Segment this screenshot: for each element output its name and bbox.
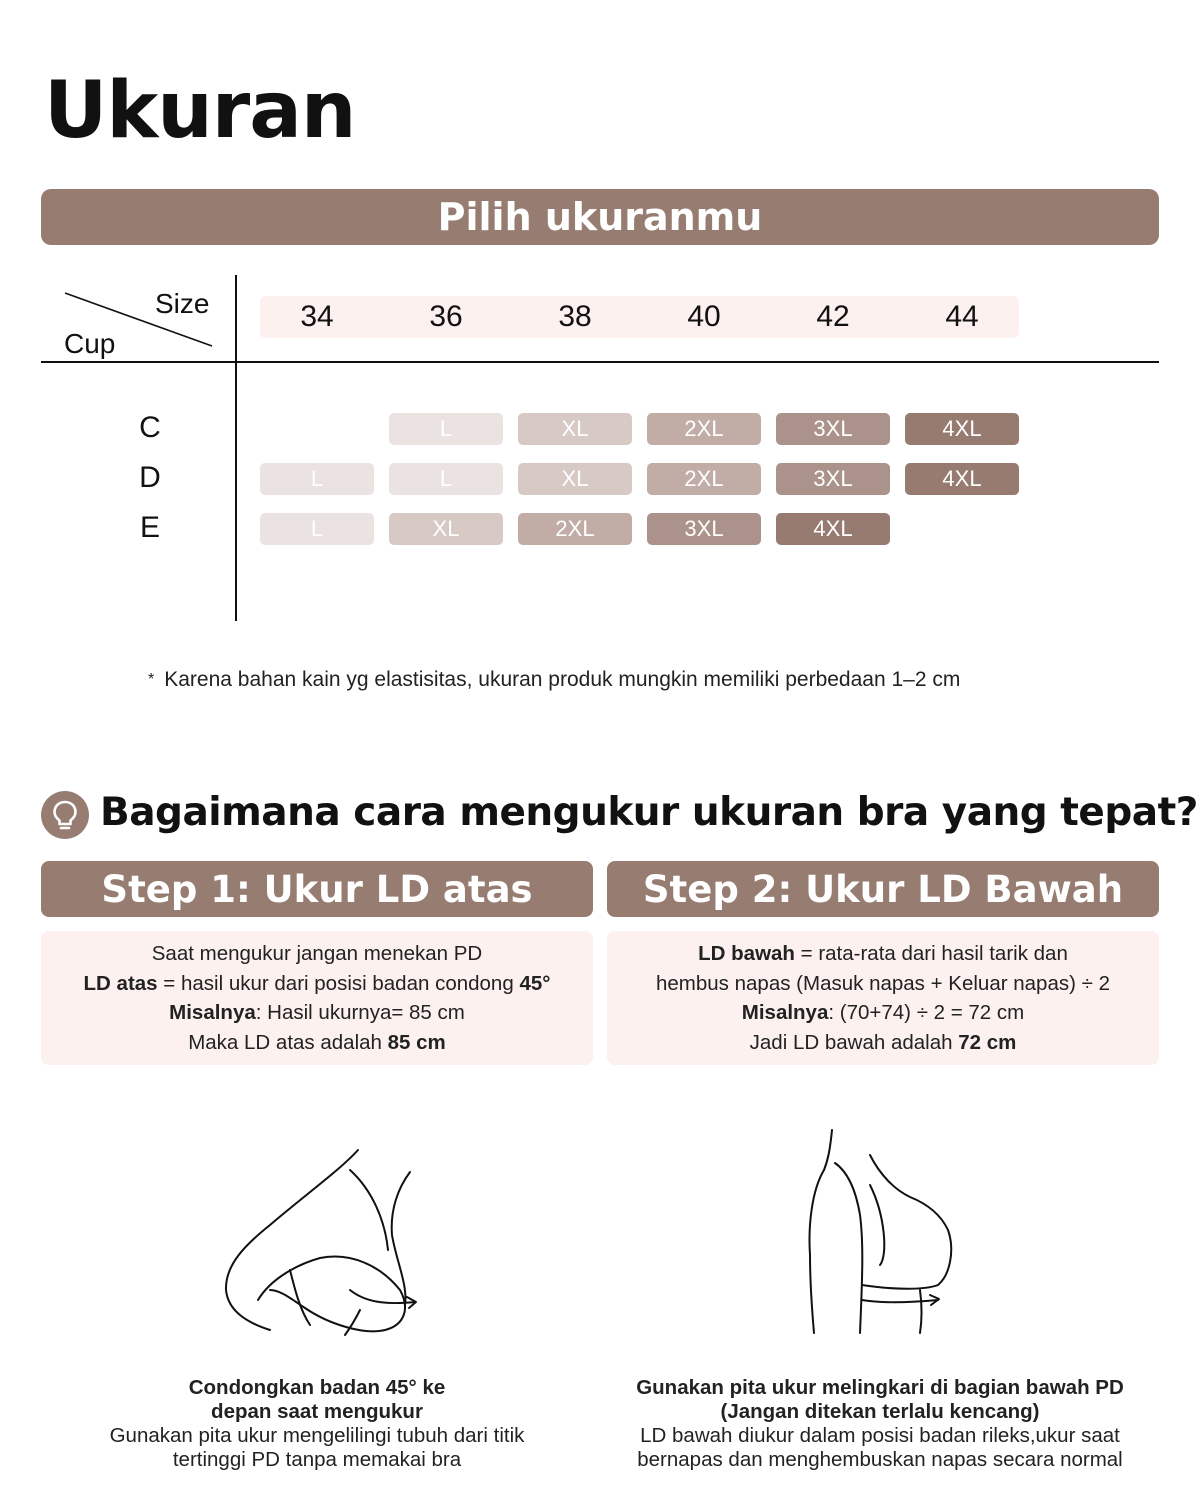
size-cell: 3XL (776, 413, 890, 445)
step1-line1: Saat mengukur jangan menekan PD (151, 942, 483, 965)
step2-line3: Misalnya: (70+74) ÷ 2 = 72 cm (741, 1001, 1025, 1024)
size-cell: 3XL (647, 513, 761, 545)
step2-title: Step 2: Ukur LD Bawah (607, 861, 1159, 917)
size-cell: XL (518, 413, 632, 445)
size-header-40: 40 (687, 300, 721, 333)
cup-row-label-e: E (139, 511, 160, 544)
step1-line3: Misalnya: Hasil ukurnya= 85 cm (169, 1001, 465, 1024)
size-cell: 4XL (776, 513, 890, 545)
note-text: Karena bahan kain yg elastisitas, ukuran produk mungkin memiliki perbedaan 1–2 cm (164, 668, 961, 691)
step1-line4: Maka LD atas adalah 85 cm (188, 1030, 446, 1054)
note-asterisk: * (148, 671, 155, 689)
table-vertical-divider (235, 275, 237, 621)
step1-caption: Condongkan badan 45° ke depan saat mengukur Gunakan pita ukur mengelilingi tubuh dari titik tertinggi PD tanpa memakai bra (109, 1376, 525, 1471)
size-cell: 2XL (647, 413, 761, 445)
size-cell: L (389, 413, 503, 445)
size-note (148, 668, 960, 692)
size-cell: 2XL (647, 463, 761, 495)
step2-line2: hembus napas (Masuk napas + Keluar napas) ÷ 2 (656, 971, 1110, 995)
size-header-44: 44 (945, 300, 979, 333)
size-cell: 3XL (776, 463, 890, 495)
size-axis-label: Size (155, 288, 210, 319)
size-cell: L (389, 463, 503, 495)
size-cell: 4XL (905, 463, 1019, 495)
step2-body (607, 931, 1159, 1065)
size-cell: 2XL (518, 513, 632, 545)
question-heading: Bagaimana cara mengukur ukuran bra yang tepat? (100, 790, 1198, 835)
lightbulb-icon (41, 791, 89, 839)
step2-caption: Gunakan pita ukur melingkari di bagian bawah PD (Jangan ditekan terlalu kencang) LD bawah diukur dalam posisi badan rileks,ukur saat bernapas dan menghembuskan napas secara normal (636, 1376, 1124, 1471)
size-cell: 4XL (905, 413, 1019, 445)
step2-line4: Jadi LD bawah adalah 72 cm (749, 1030, 1017, 1054)
lean-forward-illustration (210, 1140, 440, 1340)
cup-row-label-d: D (139, 461, 161, 494)
cup-row-label-c: C (139, 411, 161, 444)
size-cell: XL (518, 463, 632, 495)
size-header-38: 38 (558, 300, 592, 333)
step1-line2: LD atas = hasil ukur dari posisi badan condong 45° (83, 971, 551, 995)
cup-axis-label: Cup (64, 328, 116, 359)
size-cell: XL (389, 513, 503, 545)
table-horizontal-divider (41, 361, 1159, 363)
underbust-measure-illustration (800, 1125, 960, 1337)
page-title: Ukuran (44, 66, 356, 156)
size-header-36: 36 (429, 300, 463, 333)
step1-body (41, 931, 593, 1065)
size-header-42: 42 (816, 300, 850, 333)
size-cell: L (260, 463, 374, 495)
size-header-34: 34 (300, 300, 334, 333)
step2-line1: LD bawah = rata-rata dari hasil tarik dan (698, 942, 1068, 965)
step1-title: Step 1: Ukur LD atas (41, 861, 593, 917)
size-banner: Pilih ukuranmu (41, 189, 1159, 245)
size-cell: L (260, 513, 374, 545)
